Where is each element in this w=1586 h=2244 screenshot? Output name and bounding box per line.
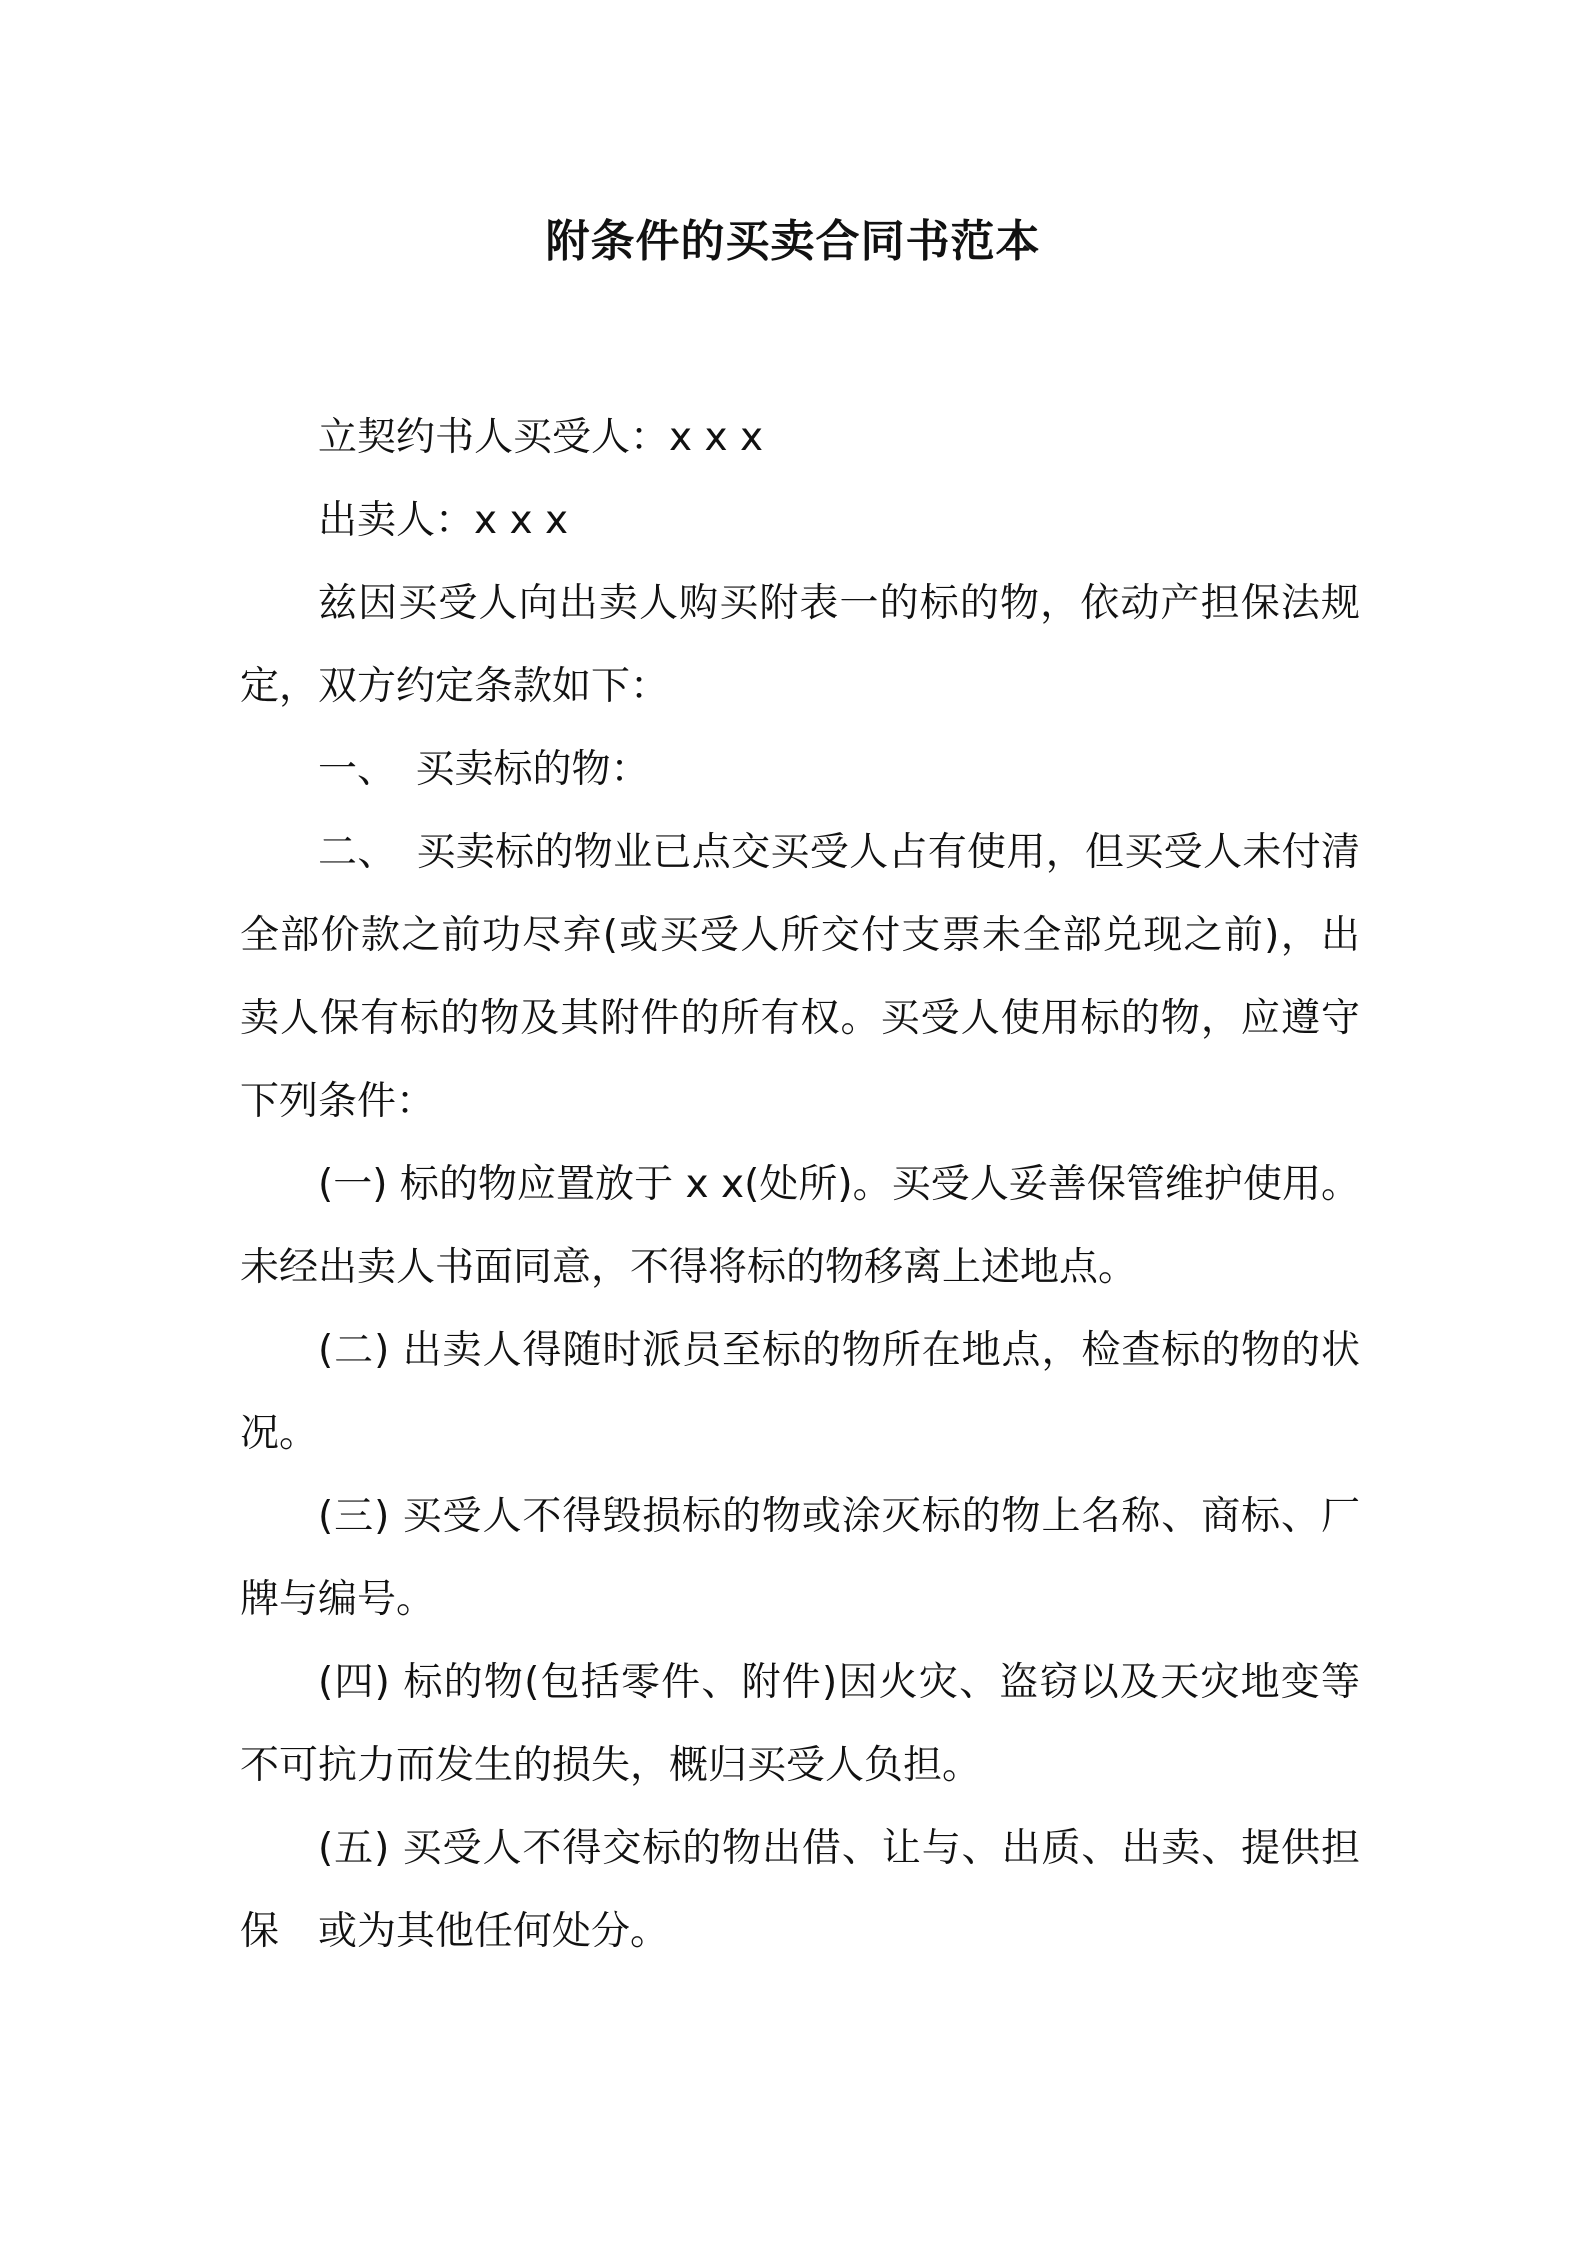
paragraph-clause-2: 二、 买卖标的物业已点交买受人占有使用，但买受人未付清全部价款之前功尽弃(或买受人所交付支票未全部兑现之前)，出卖人保有标的物及其附件的所有权。买受人使用标的物，应遵守下列条件： — [240, 830, 1360, 1124]
document-title: 附条件的买卖合同书范本 — [545, 216, 1041, 267]
paragraph-buyer: 立契约书人买受人：x x x — [318, 415, 764, 460]
paragraph-condition-5: (五) 买受人不得交标的物出借、让与、出质、出卖、提供担保 或为其他任何处分。 — [240, 1826, 1360, 1954]
paragraph-condition-2: (二) 出卖人得随时派员至标的物所在地点，检查标的物的状况。 — [240, 1328, 1360, 1456]
document-body — [240, 396, 1360, 1973]
paragraph-preamble: 兹因买受人向出卖人购买附表一的标的物，依动产担保法规定，双方约定条款如下： — [240, 581, 1360, 709]
paragraph-seller: 出卖人：x x x — [318, 498, 569, 543]
paragraph-condition-3: (三) 买受人不得毁损标的物或涂灭标的物上名称、商标、厂牌与编号。 — [240, 1494, 1360, 1622]
paragraph-condition-1: (一) 标的物应置放于 x x(处所)。买受人妥善保管维护使用。未经出卖人书面同意，不得将标的物移离上述地点。 — [240, 1162, 1360, 1290]
paragraph-condition-4: (四) 标的物(包括零件、附件)因火灾、盗窃以及天灾地变等不可抗力而发生的损失，概归买受人负担。 — [240, 1660, 1360, 1788]
paragraph-clause-1: 一、 买卖标的物： — [318, 747, 650, 792]
